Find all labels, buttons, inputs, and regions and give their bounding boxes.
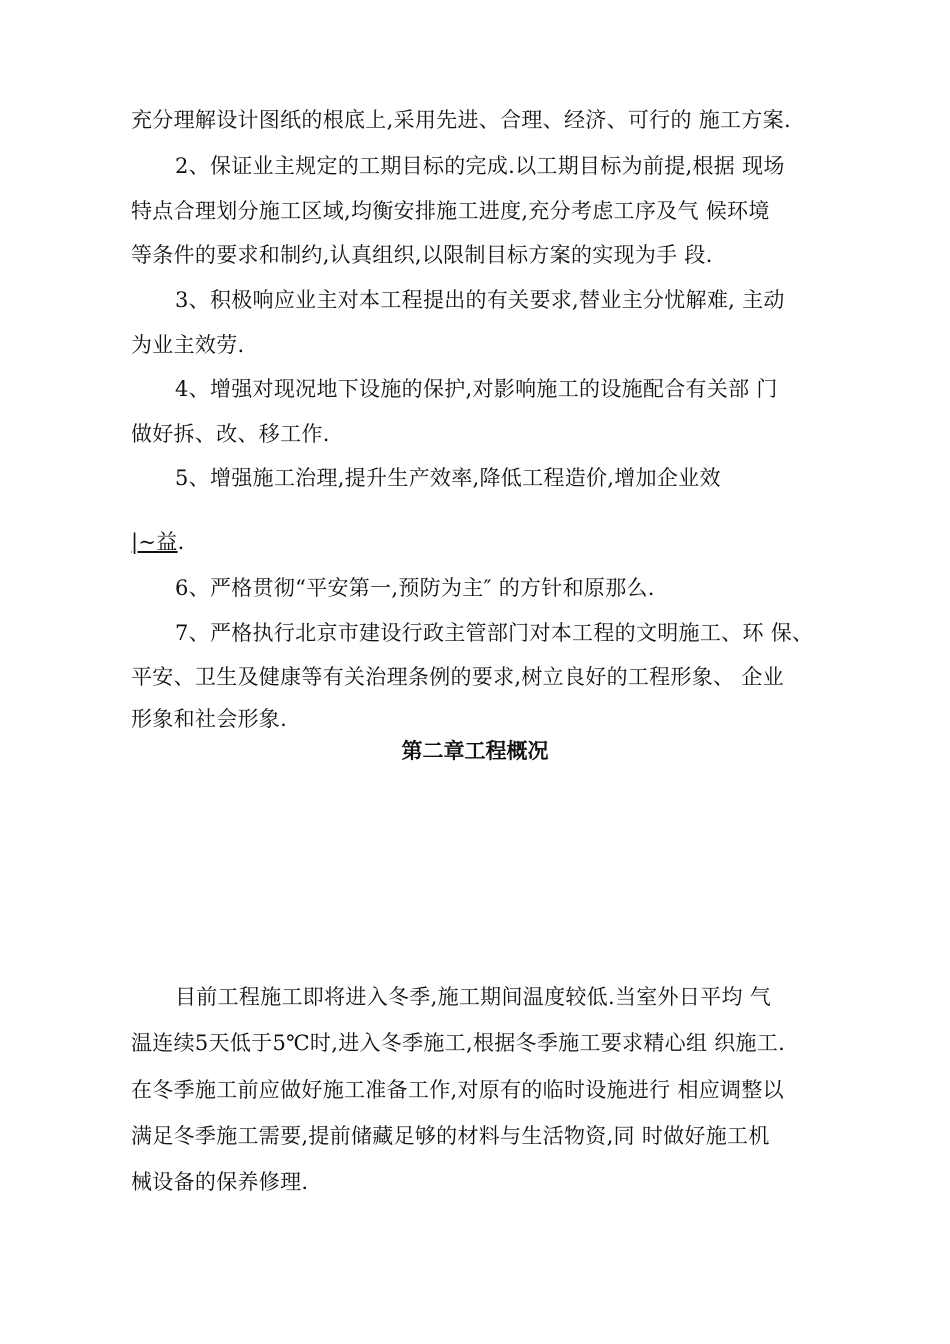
paragraph-line: 特点合理划分施工区域,均衡安排施工进度,充分考虑工序及气 候环境 [131, 199, 770, 223]
paragraph-line: 等条件的要求和制约,认真组织,以限制目标方案的实现为手 段. [131, 243, 713, 267]
paragraph-line: 做好拆、改、移工作. [131, 422, 330, 446]
paragraph-line: 为业主效劳. [131, 333, 245, 357]
paragraph-line: 平安、卫生及健康等有关治理条例的要求,树立良好的工程形象、 企业 [131, 665, 784, 689]
paragraph-line: 6、严格贯彻“平安第一,预防为主″ 的方针和原那么. [175, 576, 655, 600]
paragraph-line: 形象和社会形象. [131, 707, 288, 731]
paragraph-line: 满足冬季施工需要,提前储藏足够的材料与生活物资,同 时做好施工机 [131, 1124, 770, 1148]
paragraph-line: 目前工程施工即将进入冬季,施工期间温度较低.当室外日平均 气 [175, 985, 772, 1009]
period: . [177, 530, 185, 554]
paragraph-line: 温连续5天低于5℃时,进入冬季施工,根据冬季施工要求精心组 织施工. [131, 1031, 786, 1055]
paragraph-line: 4、增强对现况地下设施的保护,对影响施工的设施配合有关部 门 [175, 377, 778, 401]
paragraph-line: 2、保证业主规定的工期目标的完成.以工期目标为前提,根据 现场 [175, 154, 785, 178]
underlined-fragment: |~益 [131, 530, 178, 554]
paragraph-line: 7、严格执行北京市建设行政主管部门对本工程的文明施工、环 保、 [175, 621, 814, 645]
paragraph-line: 充分理解设计图纸的根底上,采用先进、合理、经济、可行的 施工方案. [131, 108, 791, 132]
paragraph-line: 5、增强施工治理,提升生产效率,降低工程造价,增加企业效 [175, 466, 721, 490]
paragraph-line: 械设备的保养修理. [131, 1170, 309, 1194]
paragraph-line: 3、积极响应业主对本工程提出的有关要求,替业主分忧解难, 主动 [175, 288, 785, 312]
chapter-title: 第二章工程概况 [401, 739, 549, 763]
paragraph-line [131, 528, 185, 556]
paragraph-line: 在冬季施工前应做好施工准备工作,对原有的临时设施进行 相应调整以 [131, 1078, 784, 1102]
